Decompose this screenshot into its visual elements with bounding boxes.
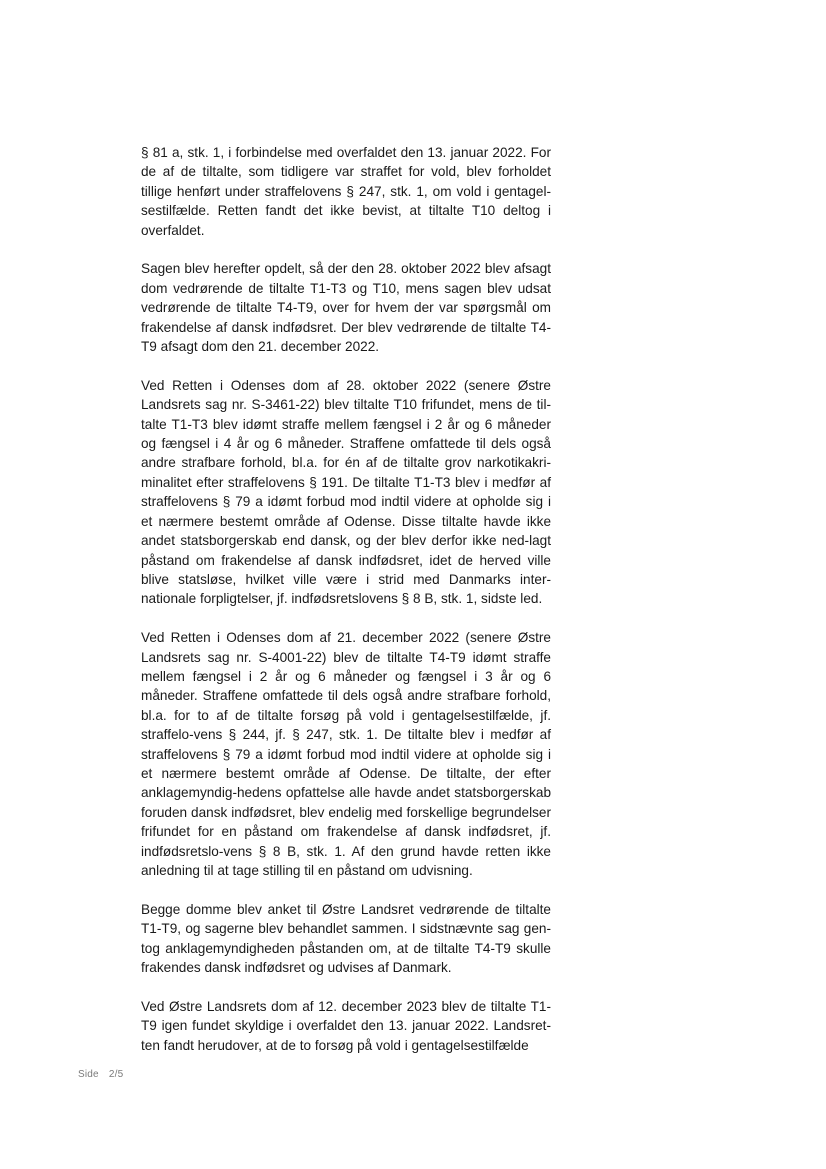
paragraph-3: Ved Retten i Odenses dom af 28. oktober 2022 (senere Østre Landsrets sag nr. S-3461-22) blev tiltalte T10 frifundet, mens de til-talte T1-T3 blev idømt straffe mellem fængsel i 2 år og 6 måneder og fængsel i 4 år og 6 måneder. Straffene omfattede til dels også andre strafbare forhold, bl.a. for én af de tiltalte grov narkotikakri-minalitet efter straffelovens § 191. De tiltalte T1-T3 blev i medfør af straffelovens § 79 a idømt forbud mod indtil videre at opholde sig i et nærmere bestemt område af Odense. Disse tiltalte havde ikke andet statsborgerskab end dansk, og der blev derfor ikke ned-lagt påstand om frakendelse af dansk indfødsret, idet de herved ville blive statsløse, hvilket ville være i strid med Danmarks inter-nationale forpligtelser, jf. indfødsretslovens § 8 B, stk. 1, sidste led.	[141, 377, 551, 607]
page-number: 2/5	[108, 1069, 124, 1080]
paragraph-5: Begge domme blev anket til Østre Landsret vedrørende de tiltalte T1-T9, og sagerne blev behandlet sammen. I sidstnævnte sag gen-tog anklagemyndigheden påstanden om, at de tiltalte T4-T9 skulle frakendes dansk indfødsret og udvises af Danmark.	[141, 901, 551, 975]
paragraph-1: § 81 a, stk. 1, i forbindelse med overfaldet den 13. januar 2022. For de af de tiltalte, som tidligere var straffet for vold, blev forholdet tillige henført under straffelovens § 247, stk. 1, om vold i gentagel-sestilfælde. Retten fandt det ikke bevist, at tiltalte T10 deltog i overfaldet.	[141, 145, 551, 238]
paragraph-4: Ved Retten i Odenses dom af 21. december 2022 (senere Østre Landsrets sag nr. S-4001-22) blev de tiltalte T4-T9 idømt straffe mellem fængsel i 2 år og 6 måneder og fængsel i 3 år og 6 måneder. Straffene omfattede til dels også andre strafbare forhold, bl.a. for to af de tiltalte forsøg på vold i gentagelsestilfælde, jf. straffelo-vens § 244, jf. § 247, stk. 1. De tiltalte blev i medfør af straffelovens § 79 a idømt forbud mod indtil videre at opholde sig i et nærmere bestemt område af Odense. De tiltalte, der efter anklagemyndig-hedens opfattelse alle havde andet statsborgerskab foruden dansk indfødsret, blev endelig med forskellige begrundelser frifundet for en påstand om frakendelse af dansk indfødsret, jf. indfødsretslo-vens § 8 B, stk. 1. Af den grund havde retten ikke anledning til at tage stilling til en påstand om udvisning.	[141, 630, 551, 878]
paragraph-2: Sagen blev herefter opdelt, så der den 28. oktober 2022 blev afsagt dom vedrørende de tiltalte T1-T3 og T10, mens sagen blev udsat vedrørende de tiltalte T4-T9, over for hvem der var spørgsmål om frakendelse af dansk indfødsret. Der blev vedrørende de tiltalte T4-T9 afsagt dom den 21. december 2022.	[141, 261, 551, 355]
body-text	[141, 143, 551, 1055]
page-footer	[78, 1069, 123, 1080]
paragraph-6: Ved Østre Landsrets dom af 12. december 2023 blev de tiltalte T1-T9 igen fundet skyldige i overfaldet den 13. januar 2022. Landsret-ten fandt herudover, at de to forsøg på vold i gentagelsestilfælde	[141, 998, 551, 1053]
footer-label: Side	[78, 1069, 99, 1080]
